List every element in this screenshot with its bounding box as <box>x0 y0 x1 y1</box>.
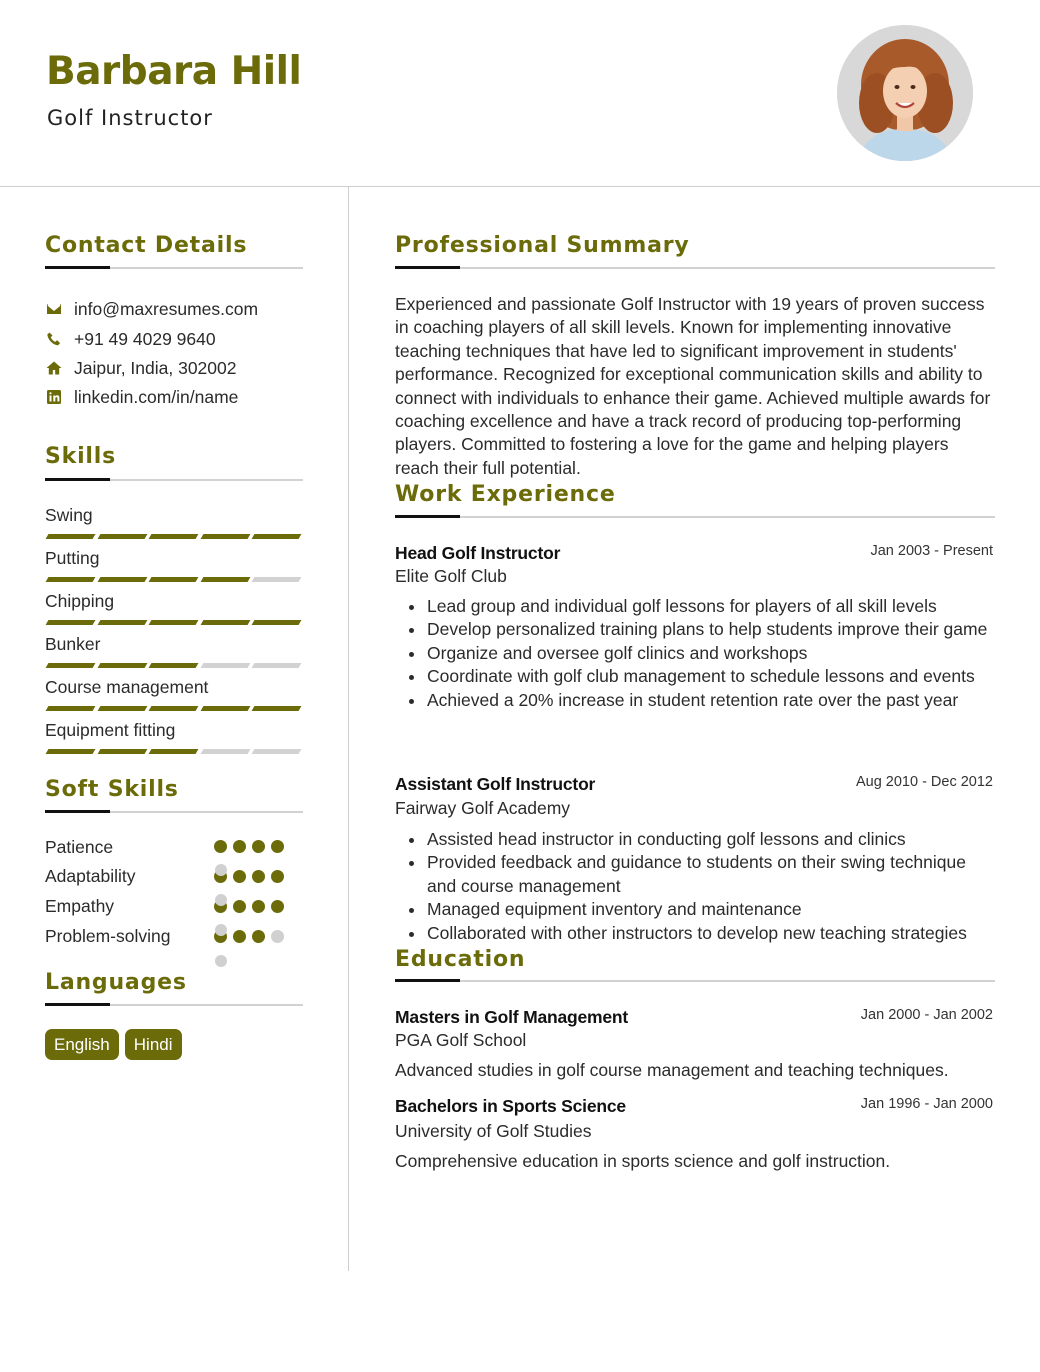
soft-skill-dot <box>271 840 284 853</box>
skill-bar-segment <box>149 620 198 625</box>
skill-label: Putting <box>45 548 100 568</box>
language-badge: Hindi <box>125 1029 182 1060</box>
skill-rating-bar <box>47 534 300 539</box>
education-school: University of Golf Studies <box>395 1121 592 1141</box>
skill-bar-segment <box>149 534 198 539</box>
job-bullets <box>395 595 995 712</box>
education-dates: Jan 1996 - Jan 2000 <box>860 1096 993 1112</box>
job-company: Elite Golf Club <box>395 566 507 586</box>
skill-bar-segment <box>97 663 146 668</box>
skill-bar-segment <box>46 534 95 539</box>
job-bullet: Provided feedback and guidance to students on their swing technique and course management <box>427 851 995 898</box>
education-degree: Masters in Golf Management <box>395 1007 629 1027</box>
education-heading: Education <box>395 947 526 972</box>
job-title: Assistant Golf Instructor <box>395 774 596 794</box>
job-dates: Jan 2003 - Present <box>870 543 993 559</box>
soft-skill-dot <box>271 930 284 943</box>
skill-bar-segment <box>149 577 198 582</box>
skill-bar-segment <box>46 663 95 668</box>
skill-bar-segment <box>149 706 198 711</box>
soft-skills-heading-rule <box>45 811 303 813</box>
job-dates: Aug 2010 - Dec 2012 <box>855 774 993 790</box>
summary-heading-rule <box>395 267 995 269</box>
education-degree: Bachelors in Sports Science <box>395 1096 626 1116</box>
soft-skills-heading: Soft Skills <box>45 777 179 802</box>
skill-bar-segment <box>97 620 146 625</box>
soft-skill-dot <box>233 900 246 913</box>
contact-linkedin-text: linkedin.com/in/name <box>74 386 239 407</box>
soft-skill-dot <box>271 900 284 913</box>
skill-bar-segment <box>252 620 301 625</box>
profile-photo-image <box>837 25 973 161</box>
skill-bar-segment <box>149 663 198 668</box>
skill-bar-segment <box>200 534 249 539</box>
skill-bar-segment <box>149 749 198 754</box>
skill-label: Equipment fitting <box>45 720 176 740</box>
skill-label: Bunker <box>45 634 101 654</box>
skill-bar-segment <box>200 620 249 625</box>
skill-bar-segment <box>97 534 146 539</box>
soft-skill-label: Adaptability <box>45 866 136 886</box>
job-bullet: Collaborated with other instructors to develop new teaching strategies <box>427 922 995 945</box>
contact-email-text: info@maxresumes.com <box>74 298 259 319</box>
job-bullet: Assisted head instructor in conducting golf lessons and clinics <box>427 828 995 851</box>
skill-bar-segment <box>200 706 249 711</box>
contact-address <box>45 357 237 379</box>
soft-skill-dot-overflow <box>215 924 227 936</box>
job-bullet: Organize and oversee golf clinics and workshops <box>427 642 995 665</box>
linkedin-icon <box>45 388 63 406</box>
summary-heading: Professional Summary <box>395 233 690 258</box>
soft-skill-dot <box>252 930 265 943</box>
skill-bar-segment <box>252 534 301 539</box>
summary-text: Experienced and passionate Golf Instructor with 19 years of proven success in coaching players of all skill levels. Known for implementing innovative teaching techniques that have led to significant improvement in students' performance. Recognized for exceptional communication skills and ability to connect with individuals to enhance their game. Achieved multiple awards for coaching excellence and have a track record of producing top-performing players. Committed to fostering a love for the game and helping players reach their full potential. <box>395 294 991 478</box>
soft-skill-dot <box>252 900 265 913</box>
column-divider <box>348 187 349 1271</box>
soft-skill-dot <box>252 870 265 883</box>
profile-photo <box>837 25 973 161</box>
job-bullet: Develop personalized training plans to help students improve their game <box>427 618 995 641</box>
skill-bar-segment <box>46 749 95 754</box>
education-school: PGA Golf School <box>395 1030 527 1050</box>
candidate-title: Golf Instructor <box>47 106 213 130</box>
skill-bar-segment <box>252 749 301 754</box>
soft-skill-dot <box>271 870 284 883</box>
skill-label: Chipping <box>45 591 115 611</box>
skill-rating-bar <box>47 663 300 668</box>
contact-phone-text: +91 49 4029 9640 <box>74 328 216 349</box>
languages-heading-rule <box>45 1004 303 1006</box>
language-badge: English <box>45 1029 119 1060</box>
skill-bar-segment <box>200 749 249 754</box>
skill-bar-segment <box>46 577 95 582</box>
contact-address-text: Jaipur, India, 302002 <box>74 357 237 378</box>
job-bullet: Coordinate with golf club management to schedule lessons and events <box>427 665 995 688</box>
phone-icon <box>45 330 63 348</box>
contact-heading: Contact Details <box>45 233 248 258</box>
skill-bar-segment <box>200 577 249 582</box>
soft-skill-rating <box>214 840 284 853</box>
resume-header <box>0 0 1040 187</box>
skill-rating-bar <box>47 749 300 754</box>
contact-heading-rule <box>45 267 303 269</box>
experience-heading: Work Experience <box>395 482 616 507</box>
home-icon <box>45 359 63 377</box>
education-description: Advanced studies in golf course management and teaching techniques. <box>395 1060 949 1080</box>
soft-skill-label: Patience <box>45 837 114 857</box>
soft-skill-dot <box>233 930 246 943</box>
soft-skill-label: Problem-solving <box>45 926 171 946</box>
skill-bar-segment <box>200 663 249 668</box>
skill-bar-segment <box>46 620 95 625</box>
skill-bar-segment <box>252 577 301 582</box>
skill-label: Course management <box>45 677 209 697</box>
soft-skill-dot-overflow <box>215 894 227 906</box>
job-bullet: Managed equipment inventory and maintenance <box>427 898 995 921</box>
contact-email[interactable] <box>45 298 258 320</box>
email-icon <box>45 300 63 318</box>
soft-skill-dot <box>214 840 227 853</box>
job-bullet: Lead group and individual golf lessons for players of all skill levels <box>427 595 995 618</box>
skills-heading: Skills <box>45 444 116 469</box>
soft-skill-dot-overflow <box>215 864 227 876</box>
job-title: Head Golf Instructor <box>395 543 561 563</box>
candidate-name: Barbara Hill <box>46 49 302 94</box>
soft-skill-label: Empathy <box>45 896 115 916</box>
job-bullets <box>395 828 995 945</box>
job-bullet: Achieved a 20% increase in student retention rate over the past year <box>427 689 995 712</box>
contact-linkedin[interactable] <box>45 386 238 408</box>
skill-bar-segment <box>97 749 146 754</box>
skill-rating-bar <box>47 706 300 711</box>
skill-rating-bar <box>47 620 300 625</box>
soft-skill-dot-overflow <box>215 955 227 967</box>
contact-phone[interactable] <box>45 328 216 350</box>
soft-skill-dot <box>233 870 246 883</box>
soft-skill-dot <box>233 840 246 853</box>
skills-heading-rule <box>45 479 303 481</box>
education-description: Comprehensive education in sports science and golf instruction. <box>395 1151 891 1171</box>
skill-rating-bar <box>47 577 300 582</box>
skill-bar-segment <box>97 577 146 582</box>
language-list <box>45 1029 182 1060</box>
education-dates: Jan 2000 - Jan 2002 <box>860 1007 993 1023</box>
skill-bar-segment <box>252 663 301 668</box>
skill-label: Swing <box>45 505 93 525</box>
skill-bar-segment <box>252 706 301 711</box>
skill-bar-segment <box>46 706 95 711</box>
experience-heading-rule <box>395 516 995 518</box>
soft-skill-dot <box>252 840 265 853</box>
languages-heading: Languages <box>45 970 187 995</box>
job-company: Fairway Golf Academy <box>395 798 571 818</box>
education-heading-rule <box>395 980 995 982</box>
skill-bar-segment <box>97 706 146 711</box>
